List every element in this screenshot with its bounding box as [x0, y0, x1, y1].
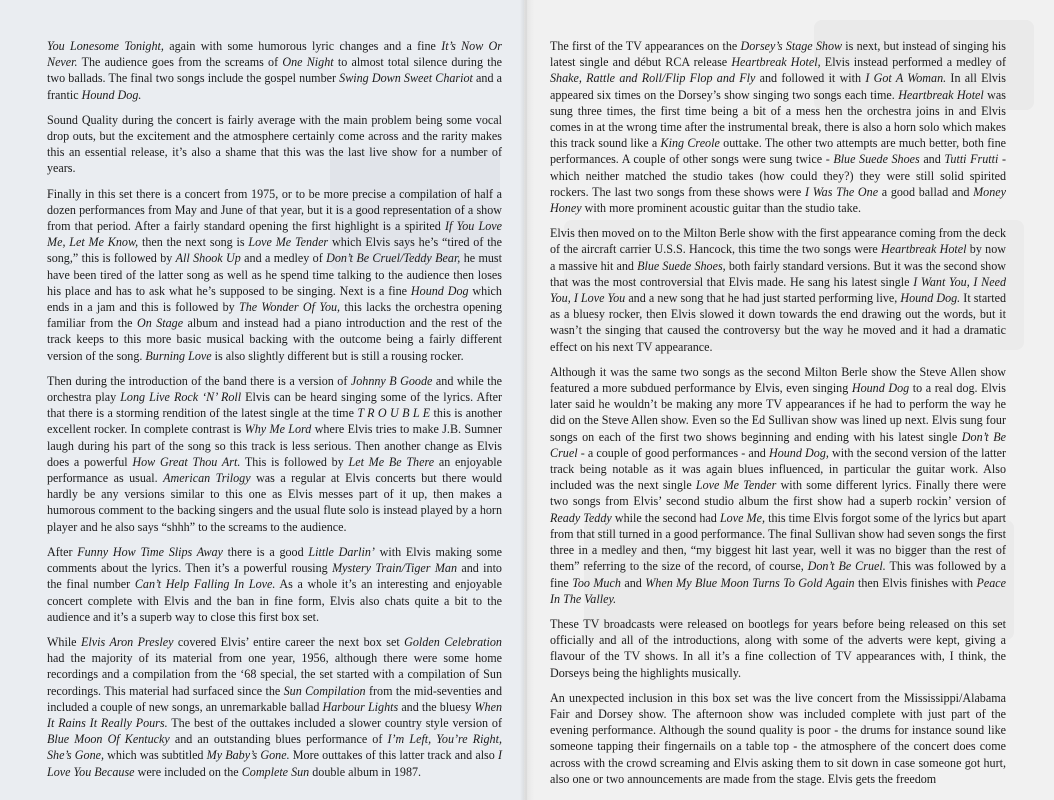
- text-run: - which neither matched the studio takes (how could they?) they were still solid spirited rockers. The last two songs from these shows were: [550, 152, 1006, 199]
- text-run: and the bluesy: [398, 699, 475, 714]
- text-run: Although it was the same two songs as the second Milton Berle show the Steve Allen show featured a more subdued performance by Elvis, even singing: [550, 364, 1006, 396]
- text-run: and a medley of: [240, 251, 327, 266]
- italic-title: I’m Left, You’re Right, She’s Gone,: [47, 732, 502, 763]
- paragraph: [550, 690, 1006, 787]
- italic-title: Heartbreak Hotel: [881, 242, 967, 257]
- italic-title: I Got A Woman.: [865, 71, 947, 86]
- italic-title: American Trilogy: [163, 471, 251, 486]
- italic-title: I Love You Because: [47, 748, 502, 779]
- text-run: Then during the introduction of the band there is a version of: [47, 373, 351, 388]
- text-run: with Elvis making some comments about the lyrics. Then it’s a powerful rousing: [47, 544, 502, 576]
- italic-title: Mystery Train/Tiger Man: [332, 561, 458, 576]
- text-run: outtake. The other two attempts are much better, both fine performances. A couple of other songs were sung twice -: [550, 136, 1007, 167]
- text-run: More outtakes of this latter track and also: [289, 748, 498, 763]
- italic-title: Burning Love: [145, 348, 212, 363]
- text-run: which was subtitled: [104, 748, 207, 763]
- italic-title: Dorsey’s Stage Show: [740, 39, 843, 53]
- text-run: double album in 1987.: [309, 764, 422, 779]
- italic-title: The Wonder Of You,: [238, 300, 341, 315]
- text-run: this time Elvis forgot some of the lyrics but apart from that still turned in a good performance. The final Sullivan show had seven songs the first three in a medley and then, “my biggest hit last year, well it was no bigger than the rest of them” referring to the size of the record, of course,: [550, 510, 1007, 574]
- italic-title: On Stage: [136, 316, 184, 331]
- text-run: and: [919, 152, 945, 167]
- paragraph: [550, 616, 1006, 681]
- italic-title: Hound Dog,: [768, 445, 829, 460]
- italic-title: Love Me,: [719, 510, 766, 525]
- italic-title: Peace In The Valley.: [550, 575, 1006, 606]
- italic-title: T R O U B L E: [357, 406, 431, 421]
- text-run: This was followed by a fine: [550, 559, 1006, 590]
- italic-title: Love Me Tender: [695, 478, 777, 493]
- italic-title: Harbour Lights: [322, 699, 399, 714]
- text-run: Sound Quality during the concert is fairly average with the main problem being some vocal drop outs, but the excitement and the atmosphere certainly come across and the rarity makes this an essential release, it’s also a shame that this was the last live show for a number of years.: [47, 112, 502, 176]
- right-page: [524, 0, 1054, 800]
- paragraph: [47, 544, 502, 625]
- text-run: both fairly standard versions. But it was the second show that was the most controversial that Elvis made. He sang his latest single: [550, 258, 1006, 289]
- text-run: which ends in a jam and this is followed by: [47, 283, 502, 315]
- text-run: and while the orchestra play: [47, 373, 502, 405]
- italic-title: Hound Dog.: [81, 87, 142, 102]
- text-run: - a couple of good performances - and: [577, 445, 769, 460]
- italic-title: Tutti Frutti: [944, 152, 999, 167]
- text-run: It started as a bluesy rocker, then Elvis slowed it down towards the end drawing out the words, but it wasn’t the singing that caused the controversy but the way he moved and it had a dramatic effect on his next TV appearance.: [550, 291, 1006, 354]
- italic-title: Don’t Be Cruel/Teddy Bear,: [326, 251, 461, 266]
- text-run: which Elvis says he’s “tired of the song,” this is followed by: [47, 235, 502, 266]
- text-run: These TV broadcasts were released on bootlegs for years before being released on this set officially and all of the introductions, along with some of the adverts were kept, giving a flavour of the TV shows. In all it’s a fine collection of TV appearances with, I think, the Dorseys being the highlights musically.: [550, 616, 1006, 680]
- italic-title: Don’t Be Cruel.: [807, 559, 886, 574]
- text-run: In all Elvis appeared six times on the Dorsey’s show singing two songs each time.: [550, 71, 1006, 102]
- italic-title: Sun Compilation: [283, 683, 366, 698]
- right-page-text: [550, 38, 1006, 787]
- italic-title: It’s Now Or Never.: [47, 39, 502, 70]
- paragraph: [47, 373, 502, 535]
- text-run: then the next song is: [138, 235, 249, 250]
- text-run: with the second version of the latter track being notable as it was again blues influenced, in particular the guitar work. Also included was the next single: [550, 445, 1007, 493]
- paragraph: [47, 112, 502, 177]
- italic-title: Heartbreak Hotel,: [731, 55, 821, 70]
- italic-title: All Shook Up: [175, 251, 241, 266]
- paragraph: [47, 634, 502, 780]
- text-run: then Elvis finishes with: [854, 575, 977, 590]
- text-run: an enjoyable performance as usual.: [47, 454, 502, 486]
- italic-title: Too Much: [572, 575, 621, 590]
- italic-title: Swing Down Sweet Chariot: [339, 71, 473, 86]
- text-run: An unexpected inclusion in this box set was the live concert from the Mississippi/Alabama Fair and Dorsey show. The afternoon show was included complete with just part of the evening performance. Although the sound quality is poor - the drums for instance sound like someone tapping their fingernails on a table top - the atmosphere of the concert does come across with the crowd screaming and Elvis asking them to sit down in case someone got hurt, also one or two announcements are made from the stage. Elvis gets the freedom: [550, 690, 1006, 786]
- text-run: was sung three times, the first time being a bit of a mess hen the orchestra joins in and Elvis comes in at the wrong time after the instrumental break, there is also a horn solo which makes this track sound like a: [550, 87, 1006, 151]
- text-run: was a regular at Elvis concerts but there would hardly be any versions similar to this one as Elvis messes part of it up, then makes a humorous comment to the backing singers and the usual flute solo is instead played by a horn player and he also says “shhh” to the screams to the audience.: [47, 471, 502, 534]
- paragraph: [47, 38, 502, 103]
- text-run: and followed it with: [755, 71, 866, 86]
- paragraph: [550, 225, 1006, 355]
- italic-title: You Lonesome Tonight,: [47, 39, 164, 53]
- paragraph: [47, 186, 502, 364]
- text-run: by now a massive hit and: [550, 242, 1006, 273]
- text-run: Elvis then moved on to the Milton Berle show with the first appearance coming from the deck of the aircraft carrier U.S.S. Hancock, this time the two songs were: [550, 226, 1006, 257]
- text-run: The best of the outtakes included a slower country style version of: [167, 715, 502, 730]
- text-run: from the mid-seventies and included a couple of new songs, an unremarkable ballad: [47, 683, 503, 714]
- text-run: Elvis instead performed a medley of: [820, 55, 1007, 70]
- italic-title: Hound Dog: [851, 381, 910, 396]
- text-run: while the second had: [611, 510, 720, 525]
- italic-title: Blue Suede Shoes,: [637, 258, 726, 273]
- italic-title: If You Love Me, Let Me Know,: [47, 219, 502, 250]
- italic-title: I Was The One: [804, 184, 879, 199]
- italic-title: Funny How Time Slips Away: [77, 544, 223, 559]
- text-run: While: [47, 634, 82, 649]
- text-run: with more prominent acoustic guitar than the studio take.: [581, 201, 862, 216]
- italic-title: When It Rains It Really Pours.: [47, 699, 503, 730]
- italic-title: Johnny B Goode: [350, 373, 433, 388]
- text-run: where Elvis tries to make J.B. Sumner laugh during his part of the song so this track is less serious. Then another change as Elvis does a powerful: [47, 422, 502, 469]
- text-run: This is followed by: [240, 454, 349, 469]
- text-run: album and instead had a piano introduction and the rest of the track keeps to this more basic musical backing with the outcome being a fairly different version of the song.: [47, 316, 502, 363]
- italic-title: Money Honey: [550, 184, 1007, 216]
- text-run: Elvis can be heard singing some of the lyrics. After that there is a storming rendition of the latest single at the time: [47, 390, 503, 421]
- text-run: As a whole it’s an interesting and enjoyable concert complete with Elvis and the ban in fine form, Elvis also chats quite a bit to the audience and it’s a superb way to close this first box set.: [47, 577, 502, 624]
- italic-title: Heartbreak Hotel: [898, 87, 984, 102]
- text-run: and a frantic: [47, 71, 503, 102]
- text-run: to a real dog. Elvis later said he wouldn’t be making any more TV appearances if he had to perform the way he did on the Steve Allen show. Even so the Ed Sullivan show was lined up next. Elvis sung four songs on each of the first two shows beginning and ending with his latest single: [550, 381, 1006, 444]
- italic-title: Hound Dog: [410, 283, 469, 298]
- italic-title: King Creole: [660, 136, 720, 151]
- text-run: and: [620, 575, 646, 590]
- text-run: were included on the: [134, 764, 242, 779]
- text-run: is also slightly different but is still a rousing rocker.: [211, 348, 464, 363]
- text-run: again with some humorous lyric changes and a fine: [163, 39, 442, 53]
- italic-title: Can’t Help Falling In Love.: [134, 577, 276, 592]
- text-run: to almost total silence during the two ballads. The final two songs include the gospel number: [47, 55, 503, 86]
- italic-title: Shake, Rattle and Roll/Flip Flop and Fly: [550, 71, 756, 86]
- text-run: this lacks the orchestra opening familiar from the: [47, 300, 503, 331]
- left-page-text: [47, 38, 502, 780]
- italic-title: Ready Teddy: [550, 510, 612, 525]
- italic-title: Don’t Be Cruel: [550, 429, 1006, 460]
- text-run: there is a good: [222, 544, 309, 559]
- italic-title: Blue Moon Of Kentucky: [47, 732, 170, 747]
- text-run: he must have been tired of the latter song as well as he spend time talking to the audience then loses his place and has to ask what he’s supposed to be singing. Next is a fine: [47, 251, 502, 298]
- italic-title: Let Me Be There: [348, 454, 435, 469]
- text-run: After: [47, 544, 78, 559]
- italic-title: My Baby’s Gone.: [206, 748, 290, 763]
- italic-title: Complete Sun: [241, 764, 310, 779]
- text-run: with some different lyrics. Finally there were two songs from Elvis’ second studio album the first show had a superb rockin’ version of: [550, 478, 1006, 509]
- text-run: and a new song that he had just started performing live,: [625, 291, 901, 306]
- text-run: The first of the TV appearances on the: [550, 39, 741, 53]
- italic-title: Why Me Lord: [244, 422, 312, 437]
- italic-title: Love Me Tender: [248, 235, 329, 250]
- text-run: The audience goes from the screams of: [77, 55, 283, 70]
- paragraph: [550, 364, 1006, 607]
- italic-title: Blue Suede Shoes: [833, 152, 920, 167]
- italic-title: Golden Celebration: [404, 634, 502, 649]
- italic-title: Little Darlin’: [308, 544, 375, 559]
- italic-title: One Night: [282, 55, 334, 70]
- text-run: a good ballad and: [878, 184, 974, 199]
- text-run: had the majority of its material from one year, 1956, although there were some home recordings and a compilation from the ‘68 special, the set started with a compilation of Sun recordings. This material had surfaced since the: [47, 651, 502, 698]
- text-run: covered Elvis’ entire career the next box set: [173, 634, 405, 649]
- paragraph: [550, 38, 1006, 216]
- text-run: and an outstanding blues performance of: [169, 732, 388, 747]
- text-run: Finally in this set there is a concert from 1975, or to be more precise a compilation of half a dozen performances from May and June of that year, but it is a good representation of a show from that period. After a fairly standard opening the first highlight is a spirited: [47, 186, 502, 234]
- text-run: is next, but instead of singing his latest single and début RCA release: [550, 39, 1006, 70]
- italic-title: Elvis Aron Presley: [81, 634, 174, 649]
- italic-title: How Great Thou Art.: [132, 454, 241, 469]
- italic-title: I Want You, I Need You, I Love You: [550, 274, 1006, 306]
- italic-title: When My Blue Moon Turns To Gold Again: [645, 575, 855, 590]
- left-page: [0, 0, 524, 800]
- italic-title: Hound Dog.: [900, 291, 961, 306]
- text-run: and into the final number: [47, 561, 502, 592]
- italic-title: Long Live Rock ‘N’ Roll: [120, 390, 242, 405]
- text-run: this is another excellent rocker. In complete contrast is: [47, 406, 502, 437]
